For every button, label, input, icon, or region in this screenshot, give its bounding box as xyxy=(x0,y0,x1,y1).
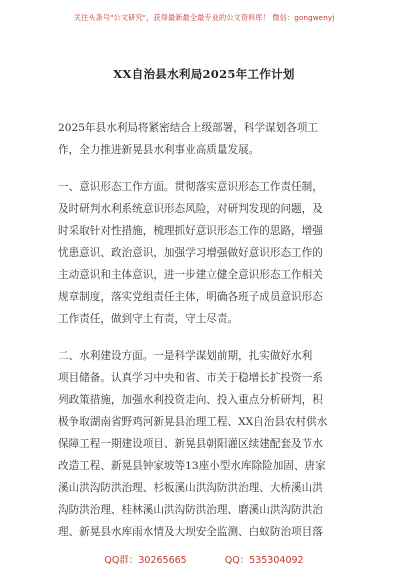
text-line: 作，全力推进新晃县水利事业高质量发展。 xyxy=(58,144,260,156)
text-line: 及时研判水利系统意识形态风险，对研判发现的问题，及 xyxy=(58,203,323,215)
footer-contacts xyxy=(0,552,408,566)
text-line: 主动意识和主体意识，进一步建立健全意识形态工作相关 xyxy=(58,269,323,281)
paragraph-ideology xyxy=(58,176,358,330)
paragraph-water-construction xyxy=(58,345,358,543)
text-line: 二、水利建设方面。一是科学谋划前期，扎实做好水利 xyxy=(58,350,313,362)
text-line: 改造工程、新晃县钟家坡等13座小型水库除险加固、唐家 xyxy=(58,460,326,472)
text-line: 保障工程一期建设项目、新晃县朝阳灌区续建配套及节水 xyxy=(58,438,323,450)
text-line: 忧患意识、政治意识，加强学习增强做好意识形态工作的 xyxy=(58,247,323,259)
document-title: XX自治县水利局2025年工作计划 xyxy=(113,67,295,81)
text-line: 一、意识形态工作方面。贯彻落实意识形态工作责任制， xyxy=(58,181,323,193)
text-line: 规章制度，落实党组责任主体，明确各班子成员意识形态 xyxy=(58,291,323,303)
text-line: 极争取湖南省野鸡河新晃县治理工程、XX自治县农村供水 xyxy=(58,416,328,428)
text-line: 理、新晃县水库雨水情及大坝安全监测、白蚁防治项目落 xyxy=(58,526,323,538)
qq-group-text: QQ群：30265665 xyxy=(104,555,187,566)
text-line: 2025年县水利局将紧密结合上级部署，科学谋划各项工 xyxy=(58,122,319,134)
text-line: 列政策措施，加强水利投资走向、投入重点分析研判，积 xyxy=(58,394,323,406)
text-line: 溪山洪沟防洪治理、杉板溪山洪沟防洪治理、大桥溪山洪 xyxy=(58,482,323,494)
text-line: 项目储备。认真学习中央和省、市关于稳增长扩投资一系 xyxy=(58,372,323,384)
qq-number-text: QQ：535304092 xyxy=(224,555,304,566)
promo-banner: 关注头条号"公文研究"，获得最新最全最专业的公文资料库！ 微信：gongwenyj xyxy=(73,13,335,22)
text-line: 沟防洪治理、桂林溪山洪沟防洪治理、磨溪山洪沟防洪治 xyxy=(58,504,323,516)
text-line: 时采取针对性措施，梳理抓好意识形态工作的思路，增强 xyxy=(58,225,323,237)
text-line: 工作责任，做到守土有责，守土尽责。 xyxy=(58,313,239,325)
paragraph-intro xyxy=(58,117,358,161)
document-body xyxy=(58,117,358,558)
